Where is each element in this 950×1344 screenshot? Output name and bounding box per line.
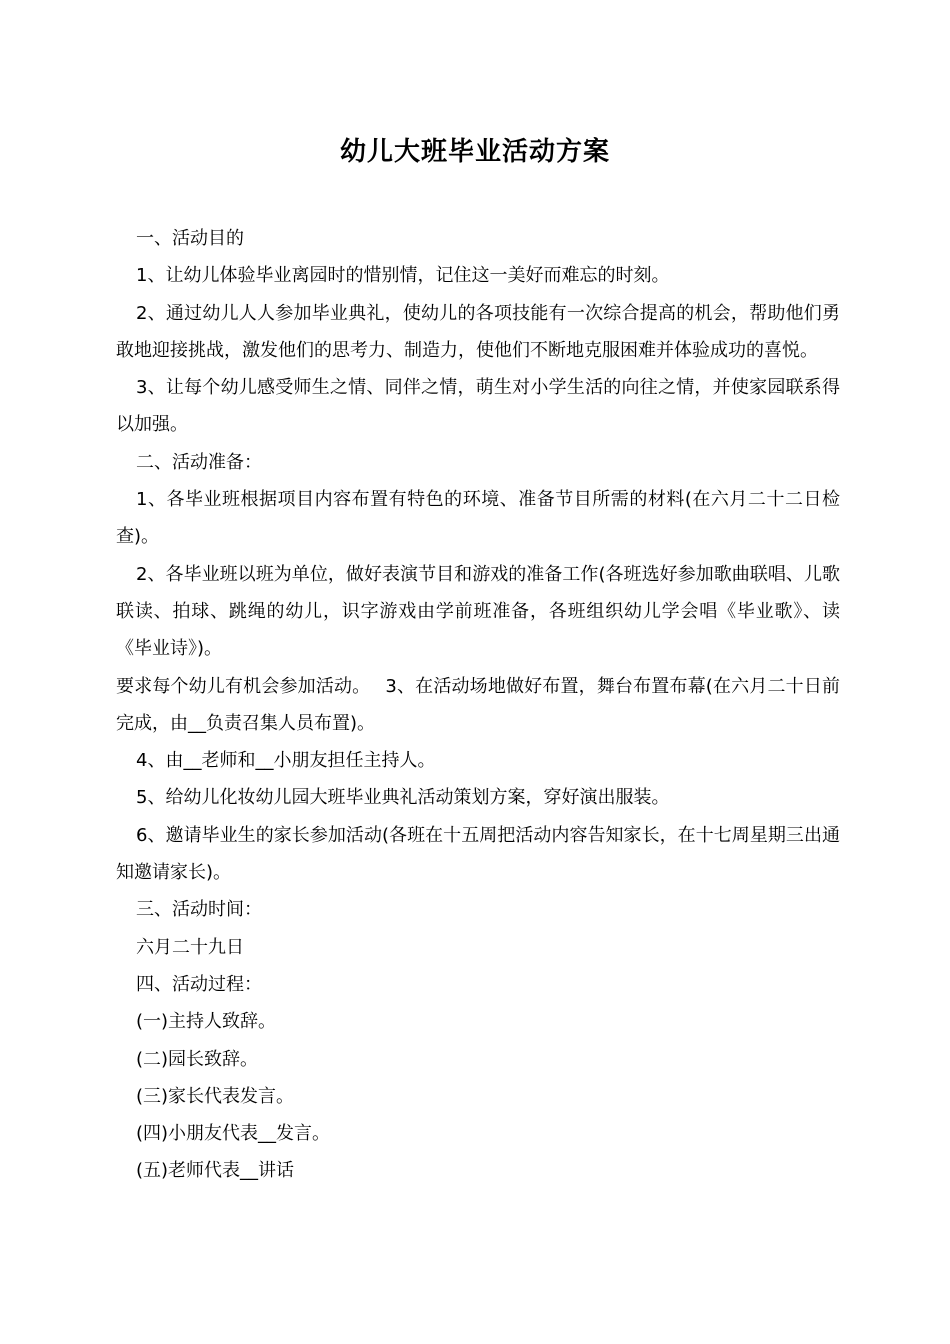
- document-paragraph: (四)小朋友代表__发言。: [136, 1123, 331, 1145]
- document-paragraph: (五)老师代表__讲话: [136, 1160, 295, 1182]
- document-paragraph: 3、让每个幼儿感受师生之情、同伴之情，萌生对小学生活的向往之情，并使家园联系得以加强。: [116, 377, 840, 436]
- document-title: 幼儿大班毕业活动方案: [339, 137, 610, 167]
- document-paragraph: 5、给幼儿化妆幼儿园大班毕业典礼活动策划方案，穿好演出服装。: [136, 787, 670, 809]
- document-paragraph: (三)家长代表发言。: [136, 1085, 295, 1107]
- document-paragraph: 四、活动过程：: [136, 973, 262, 995]
- document-paragraph: 2、各毕业班以班为单位，做好表演节目和游戏的准备工作(各班选好参加歌曲联唱、儿歌联读、拍球、跳绳的幼儿，识字游戏由学前班准备，各班组织幼儿学会唱《毕业歌》、读《毕业诗》)。: [116, 563, 840, 660]
- document-paragraph: 要求每个幼儿有机会参加活动。 3、在活动场地做好布置，舞台布置布幕(在六月二十日前完成，由__负责召集人员布置)。: [116, 675, 840, 734]
- document-paragraph: 六月二十九日: [136, 936, 244, 958]
- document-body: [116, 220, 840, 1190]
- document-paragraph: 一、活动目的: [136, 228, 244, 249]
- document-paragraph: 二、活动准备：: [136, 451, 262, 473]
- document-paragraph: 4、由__老师和__小朋友担任主持人。: [136, 750, 436, 772]
- document-paragraph: 2、通过幼儿人人参加毕业典礼，使幼儿的各项技能有一次综合提高的机会，帮助他们勇敢地迎接挑战，激发他们的思考力、制造力，使他们不断地克服困难并体验成功的喜悦。: [116, 302, 840, 361]
- document-paragraph: (一)主持人致辞。: [136, 1011, 277, 1033]
- document-paragraph: 三、活动时间：: [136, 899, 262, 921]
- document-paragraph: 1、让幼儿体验毕业离园时的惜别情，记住这一美好而难忘的时刻。: [136, 265, 670, 287]
- document-paragraph: 6、邀请毕业生的家长参加活动(各班在十五周把活动内容告知家长，在十七周星期三出通知邀请家长)。: [116, 824, 840, 884]
- document-paragraph: 1、各毕业班根据项目内容布置有特色的环境、准备节目所需的材料(在六月二十二日检查)。: [116, 489, 840, 548]
- document-paragraph: (二)园长致辞。: [136, 1048, 259, 1070]
